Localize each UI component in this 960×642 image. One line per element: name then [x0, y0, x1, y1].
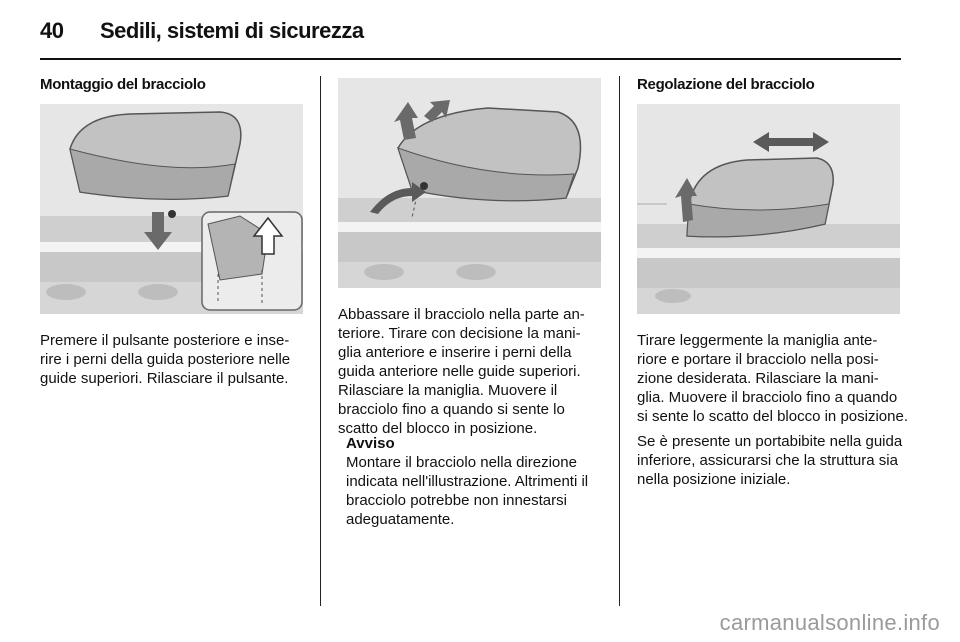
note-text: Montare il bracciolo nella direzione indicata nell'illustrazione. Altrimenti il bracciolo potrebbe non innestarsi adeguatamente. [346, 454, 589, 528]
paragraph-removal [338, 305, 608, 444]
instruction-text: Premere il pulsante posteriore e inse- rire i perni della guida posteriore nelle guide superiori. Rilasciare il pulsante. [40, 332, 291, 387]
armrest-adjustment-illustration [637, 104, 900, 314]
header-rule [40, 58, 901, 60]
paragraph-montaggio [40, 331, 306, 394]
page-number: 40 [40, 18, 64, 43]
instruction-text: Abbassare il bracciolo nella parte an- teriore. Tirare con decisione la mani- glia anteriore e inserire i perni della guida anteriore nelle guide superiori. Rilasciare la maniglia. Muovere il bracciolo fino a quando si sente lo scatto del blocco in posizione. [338, 306, 585, 437]
page-header [40, 18, 900, 58]
armrest-installation-drawing [40, 104, 303, 314]
instruction-text: Se è presente un portabibite nella guida inferiore, assicurarsi che la struttura sia nella posizione iniziale. [637, 433, 903, 488]
armrest-installation-illustration [40, 104, 303, 314]
armrest-removal-illustration [338, 78, 601, 288]
instruction-text: Tirare leggermente la maniglia ante- riore e portare il bracciolo nella posi- zione desiderata. Rilasciare la mani- glia. Muovere il bracciolo fino a quando si sente lo scatto del blocco in posizione. [637, 332, 908, 425]
section-title: Sedili, sistemi di sicurezza [100, 18, 364, 43]
heading-regolazione: Regolazione del bracciolo [637, 76, 815, 93]
heading-montaggio: Montaggio del bracciolo [40, 76, 206, 93]
paragraph-regolazione [637, 331, 909, 495]
note-title: Avviso [346, 435, 395, 452]
column-divider [619, 76, 620, 606]
armrest-adjustment-drawing [637, 104, 900, 314]
note-box [346, 434, 611, 529]
column-divider [320, 76, 321, 606]
armrest-removal-drawing [338, 78, 601, 288]
watermark: carmanualsonline.info [719, 610, 940, 635]
